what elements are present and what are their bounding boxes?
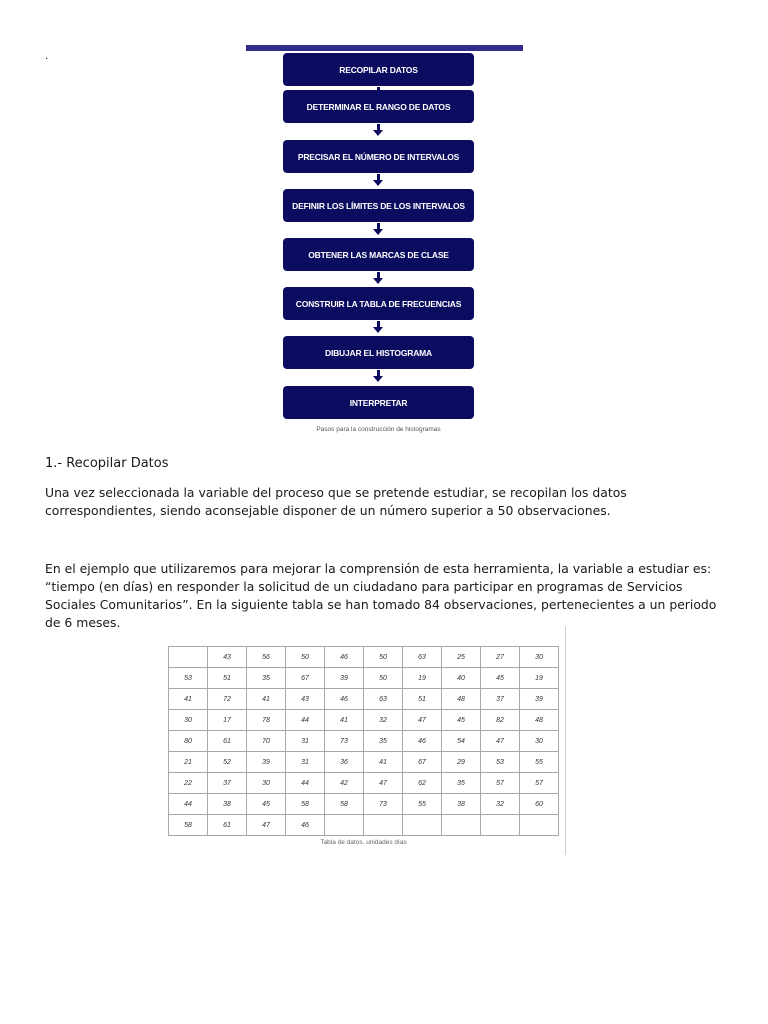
flow-step-7: DIBUJAR EL HISTOGRAMA xyxy=(283,336,474,369)
table-caption: Tabla de datos. unidades días xyxy=(320,839,407,846)
table-cell: 63 xyxy=(403,647,442,668)
table-row xyxy=(169,815,559,836)
table-cell: 38 xyxy=(208,794,247,815)
header-bar xyxy=(246,45,523,51)
paragraph-example: En el ejemplo que utilizaremos para mejorar la comprensión de esta herramienta, la variable a estudiar es: “tiempo (en días) en responder la solicitud de un ciudadano para participar en programas de Servicios Sociales Comunitarios”. En la siguiente tabla se han tomado 84 observaciones, pertenecientes a un periodo de 6 meses. xyxy=(45,561,717,630)
table-cell: 47 xyxy=(247,815,286,836)
table-cell: 54 xyxy=(442,731,481,752)
table-cell: 41 xyxy=(169,689,208,710)
table-cell xyxy=(481,815,520,836)
table-cell: 35 xyxy=(442,773,481,794)
paragraph-intro: Una vez seleccionada la variable del proceso que se pretende estudiar, se recopilan los datos correspondientes, siendo aconsejable disponer de un número superior a 50 observaciones. xyxy=(45,485,627,518)
table-cell: 67 xyxy=(286,668,325,689)
table-cell: 42 xyxy=(325,773,364,794)
arrow-down-icon xyxy=(372,124,385,138)
table-cell: 56 xyxy=(247,647,286,668)
table-cell: 48 xyxy=(520,710,559,731)
table-cell: 36 xyxy=(325,752,364,773)
table-cell: 53 xyxy=(481,752,520,773)
table-cell: 55 xyxy=(520,752,559,773)
table-cell xyxy=(325,815,364,836)
table-cell: 30 xyxy=(520,731,559,752)
table-cell: 58 xyxy=(169,815,208,836)
table-cell xyxy=(169,647,208,668)
table-row xyxy=(169,668,559,689)
arrow-down-icon xyxy=(372,272,385,286)
table-cell: 43 xyxy=(208,647,247,668)
table-cell: 47 xyxy=(364,773,403,794)
table-cell: 41 xyxy=(325,710,364,731)
table-cell: 21 xyxy=(169,752,208,773)
table-cell: 38 xyxy=(442,794,481,815)
table-cell: 57 xyxy=(481,773,520,794)
table-cell: 80 xyxy=(169,731,208,752)
table-cell: 51 xyxy=(403,689,442,710)
flowchart-caption: Pasos para la construcción de histogramas xyxy=(316,426,441,433)
table-cell: 30 xyxy=(169,710,208,731)
table-cell: 53 xyxy=(169,668,208,689)
table-cell: 32 xyxy=(364,710,403,731)
table-cell: 25 xyxy=(442,647,481,668)
table-cell xyxy=(442,815,481,836)
table-cell: 46 xyxy=(286,815,325,836)
table-cell: 44 xyxy=(169,794,208,815)
table-cell: 39 xyxy=(520,689,559,710)
table-cell: 46 xyxy=(325,689,364,710)
table-cell: 60 xyxy=(520,794,559,815)
table-cell: 48 xyxy=(442,689,481,710)
table-cell: 45 xyxy=(247,794,286,815)
table-row xyxy=(169,731,559,752)
table-cell: 78 xyxy=(247,710,286,731)
table-cell: 32 xyxy=(481,794,520,815)
table-cell: 50 xyxy=(286,647,325,668)
figure-divider xyxy=(565,626,566,855)
table-cell: 41 xyxy=(364,752,403,773)
flow-step-8: INTERPRETAR xyxy=(283,386,474,419)
section-heading: 1.- Recopilar Datos xyxy=(45,456,169,471)
table-cell: 73 xyxy=(364,794,403,815)
table-row xyxy=(169,647,559,668)
table-row xyxy=(169,773,559,794)
table-cell: 82 xyxy=(481,710,520,731)
table-cell: 61 xyxy=(208,731,247,752)
table-cell: 35 xyxy=(247,668,286,689)
table-cell: 58 xyxy=(325,794,364,815)
flow-step-6: CONSTRUIR LA TABLA DE FRECUENCIAS xyxy=(283,287,474,320)
table-cell: 17 xyxy=(208,710,247,731)
table-cell: 41 xyxy=(247,689,286,710)
table-cell xyxy=(364,815,403,836)
table-cell: 45 xyxy=(442,710,481,731)
table-cell: 31 xyxy=(286,752,325,773)
table-cell: 52 xyxy=(208,752,247,773)
stray-dot: . xyxy=(45,48,49,62)
table-cell: 22 xyxy=(169,773,208,794)
table-cell: 37 xyxy=(481,689,520,710)
table-cell: 70 xyxy=(247,731,286,752)
table-cell: 27 xyxy=(481,647,520,668)
table-cell: 46 xyxy=(403,731,442,752)
table-cell: 19 xyxy=(403,668,442,689)
arrow-down-icon xyxy=(372,321,385,335)
table-cell: 47 xyxy=(403,710,442,731)
table-cell: 63 xyxy=(364,689,403,710)
table-cell: 67 xyxy=(403,752,442,773)
table-row xyxy=(169,752,559,773)
table-cell: 44 xyxy=(286,773,325,794)
flow-step-2: DETERMINAR EL RANGO DE DATOS xyxy=(283,90,474,123)
table-cell: 50 xyxy=(364,647,403,668)
table-cell: 62 xyxy=(403,773,442,794)
table-cell: 29 xyxy=(442,752,481,773)
table-cell: 35 xyxy=(364,731,403,752)
table-cell: 37 xyxy=(208,773,247,794)
table-cell: 46 xyxy=(325,647,364,668)
arrow-down-icon xyxy=(372,174,385,188)
table-cell: 19 xyxy=(520,668,559,689)
table-cell: 55 xyxy=(403,794,442,815)
table-row xyxy=(169,710,559,731)
table-cell xyxy=(403,815,442,836)
table-cell: 58 xyxy=(286,794,325,815)
table-cell: 61 xyxy=(208,815,247,836)
data-table xyxy=(168,646,559,836)
table-cell: 57 xyxy=(520,773,559,794)
table-row xyxy=(169,689,559,710)
table-cell: 73 xyxy=(325,731,364,752)
table-cell: 51 xyxy=(208,668,247,689)
table-cell: 30 xyxy=(520,647,559,668)
flow-step-4: DEFINIR LOS LÍMITES DE LOS INTERVALOS xyxy=(283,189,474,222)
arrow-down-icon xyxy=(372,370,385,384)
table-cell: 39 xyxy=(325,668,364,689)
flow-step-1: RECOPILAR DATOS xyxy=(283,53,474,86)
table-cell: 72 xyxy=(208,689,247,710)
table-cell xyxy=(520,815,559,836)
table-cell: 50 xyxy=(364,668,403,689)
table-cell: 44 xyxy=(286,710,325,731)
table-row xyxy=(169,794,559,815)
table-cell: 47 xyxy=(481,731,520,752)
flow-step-3: PRECISAR EL NÚMERO DE INTERVALOS xyxy=(283,140,474,173)
table-cell: 43 xyxy=(286,689,325,710)
table-cell: 31 xyxy=(286,731,325,752)
table-cell: 45 xyxy=(481,668,520,689)
flow-step-5: OBTENER LAS MARCAS DE CLASE xyxy=(283,238,474,271)
table-cell: 30 xyxy=(247,773,286,794)
arrow-down-icon xyxy=(372,223,385,237)
table-cell: 39 xyxy=(247,752,286,773)
table-cell: 40 xyxy=(442,668,481,689)
